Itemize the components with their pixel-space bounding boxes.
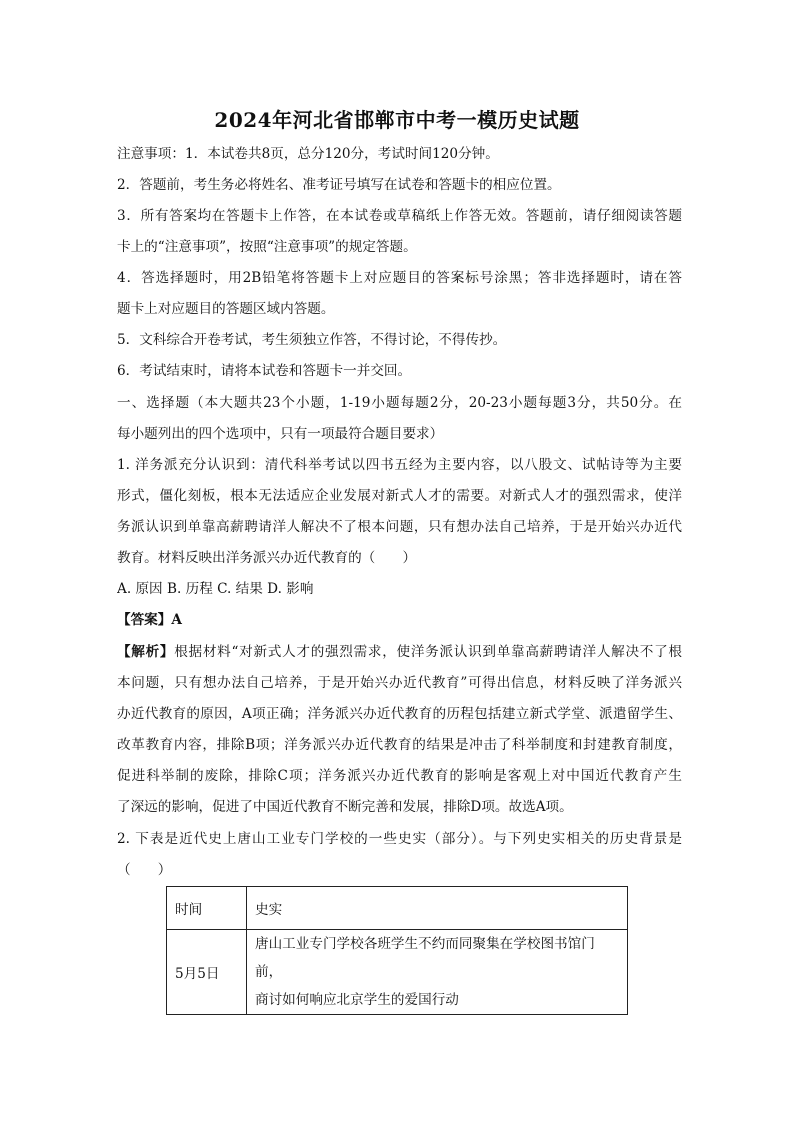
cell-fact-line-1: 唐山工业专门学校各班学生不约而同聚集在学校图书馆门前， <box>255 936 595 980</box>
note-line-1: 注意事项：1．本试卷共8页，总分120分，考试时间120分钟。 <box>117 146 499 162</box>
note-line-2: 2．答题前，考生务必将姓名、准考证号填写在试卷和答题卡的相应位置。 <box>117 177 561 193</box>
q1-analysis-line-2: 本问题，只有想办法自己培养，于是开始兴办近代教育”可得出信息，材料反映了洋务派兴 <box>117 675 682 691</box>
note-line-7: 5．文科综合开卷考试，考生须独立作答，不得讨论，不得传抄。 <box>117 332 507 348</box>
q1-options: A. 原因 B. 历程 C. 结果 D. 影响 <box>117 581 314 597</box>
note-line-6: 题卡上对应题目的答题区域内答题。 <box>117 301 335 317</box>
section-heading-line-1: 一、选择题（本大题共23个小题，1-19小题每题2分，20-23小题每题3分，共50分。在 <box>117 395 682 411</box>
header-fact: 史实 <box>247 887 628 930</box>
header-time: 时间 <box>167 887 247 930</box>
q1-analysis-line-6: 了深远的影响，促进了中国近代教育不断完善和发展，排除D项。故选A项。 <box>117 799 573 815</box>
cell-time: 5月5日 <box>167 930 247 1015</box>
note-line-3: 3．所有答案均在答题卡上作答，在本试卷或草稿纸上作答无效。答题前，请仔细阅读答题 <box>117 208 682 224</box>
history-table-container <box>166 886 628 1015</box>
q1-analysis-line-3: 办近代教育的原因，A项正确；洋务派兴办近代教育的历程包括建立新式学堂、派遣留学生、 <box>117 706 682 722</box>
q1-answer: 【答案】A <box>117 612 182 628</box>
analysis-label: 【解析】 <box>117 644 175 660</box>
history-table <box>166 886 628 1015</box>
q1-stem-line-3: 务派认识到单靠高薪聘请洋人解决不了根本问题，只有想办法自己培养，于是开始兴办近代 <box>117 519 682 535</box>
q2-stem-line-1: 2. 下表是近代史上唐山工业专门学校的一些史实（部分）。与下列史实相关的历史背景是 <box>117 831 682 847</box>
cell-fact-line-2: 商讨如何响应北京学生的爱国行动 <box>255 992 459 1008</box>
note-line-5: 4．答选择题时，用2B铅笔将答题卡上对应题目的答案标号涂黑；答非选择题时，请在答 <box>117 270 682 286</box>
q1-stem-line-2: 形式，僵化刻板，根本无法适应企业发展对新式人才的需要。对新式人才的强烈需求，使洋 <box>117 488 682 504</box>
q1-analysis-line-1 <box>117 642 682 662</box>
table-header-row <box>167 887 628 930</box>
analysis-text: 根据材料“对新式人才的强烈需求，使洋务派认识到单靠高薪聘请洋人解决不了根 <box>174 644 682 660</box>
q1-analysis-line-4: 改革教育内容，排除B项；洋务派兴办近代教育的结果是冲击了科举制度和封建教育制度， <box>117 737 682 753</box>
q1-stem-line-1: 1. 洋务派充分认识到：清代科举考试以四书五经为主要内容，以八股文、试帖诗等为主要 <box>117 457 682 473</box>
q1-analysis-line-5: 促进科举制的废除，排除C项；洋务派兴办近代教育的影响是客观上对中国近代教育产生 <box>117 768 682 784</box>
section-heading-line-2: 每小题列出的四个选项中，只有一项最符合题目要求） <box>117 426 444 442</box>
page-title: 2024年河北省邯郸市中考一模历史试题 <box>214 108 580 132</box>
cell-fact <box>247 930 628 1015</box>
q2-stem-line-2: （ ） <box>117 862 172 878</box>
note-line-8: 6．考试结束时，请将本试卷和答题卡一并交回。 <box>117 363 412 379</box>
q1-stem-line-4: 教育。材料反映出洋务派兴办近代教育的（ ） <box>117 550 417 566</box>
table-row <box>167 930 628 1015</box>
note-line-4: 卡上的“注意事项”，按照“注意事项”的规定答题。 <box>117 239 417 255</box>
